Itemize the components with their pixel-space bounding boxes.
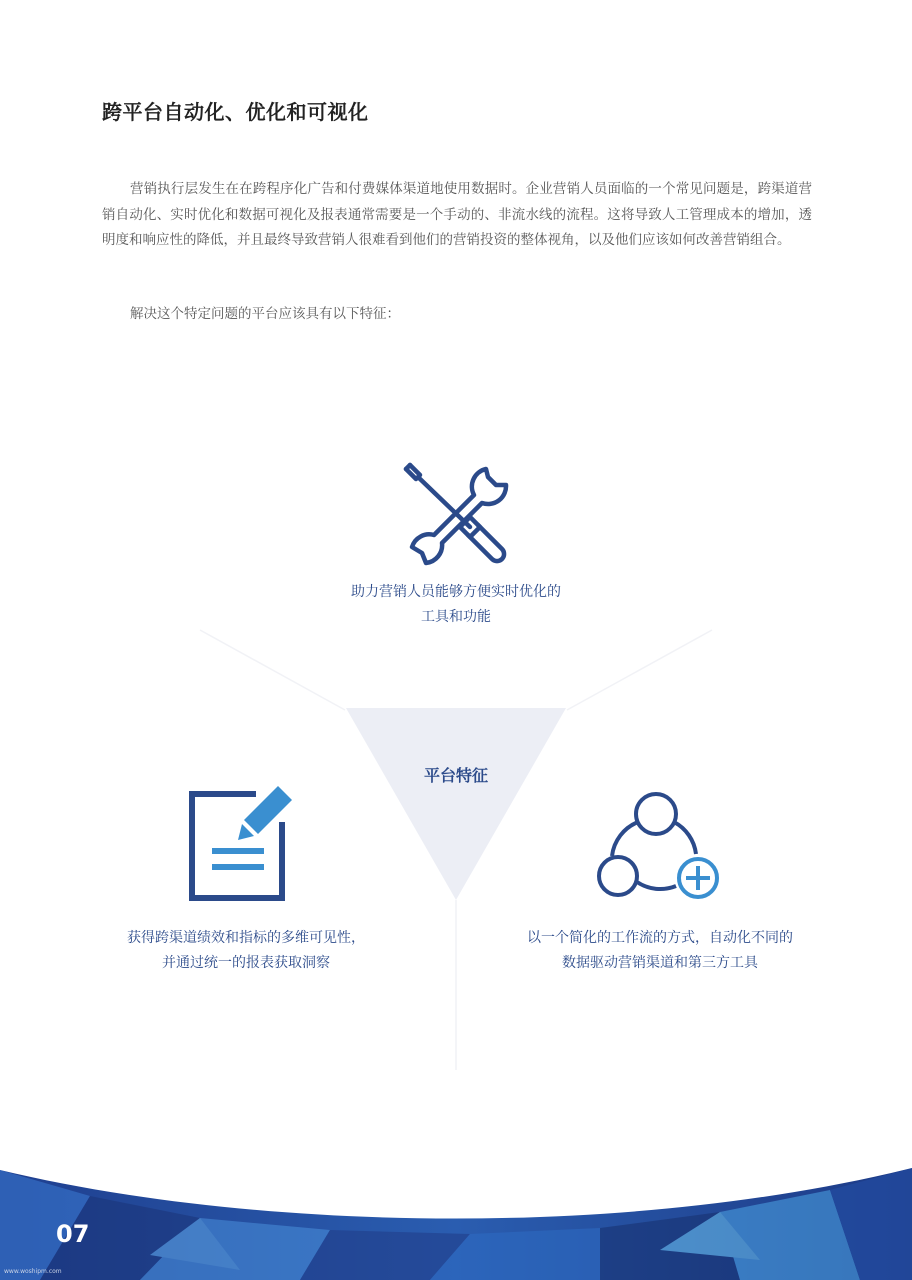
page-number: 07 (56, 1220, 90, 1248)
tools-icon (398, 455, 514, 571)
center-triangle (346, 708, 566, 900)
document-edit-icon (186, 780, 298, 904)
feature-right-line1: 以一个简化的工作流的方式，自动化不同的 (527, 930, 793, 946)
feature-left-line2: 并通过统一的报表获取洞察 (162, 955, 330, 971)
lead-in-paragraph: 解决这个特定问题的平台应该具有以下特征： (130, 306, 400, 322)
feature-top-line1: 助力营销人员能够方便实时优化的 (351, 584, 561, 600)
watermark: www.woshipm.com (4, 1268, 62, 1275)
feature-left-line1: 获得跨渠道绩效和指标的多维可见性， (127, 930, 365, 946)
feature-right-text (500, 926, 820, 976)
center-label: 平台特征 (423, 766, 488, 785)
feature-top-line2: 工具和功能 (421, 609, 491, 625)
platform-features-diagram (0, 380, 912, 1100)
footer-band (0, 1160, 912, 1280)
feature-right-line2: 数据驱动营销渠道和第三方工具 (562, 955, 758, 971)
page-title: 跨平台自动化、优化和可视化 (102, 100, 369, 124)
intro-paragraph: 营销执行层发生在在跨程序化广告和付费媒体渠道地使用数据时。企业营销人员面临的一个常见问题是，跨渠道营销自动化、实时优化和数据可视化及报表通常需要是一个手动的、非流水线的流程。这将导致人工管理成本的增加，透明度和响应性的降低，并且最终导致营销人很难看到他们的营销投资的整体视角，以及他们应该如何改善营销组合。 (102, 181, 812, 248)
feature-left-text (86, 926, 406, 976)
workflow-icon (594, 790, 724, 902)
feature-top-text (306, 580, 606, 630)
